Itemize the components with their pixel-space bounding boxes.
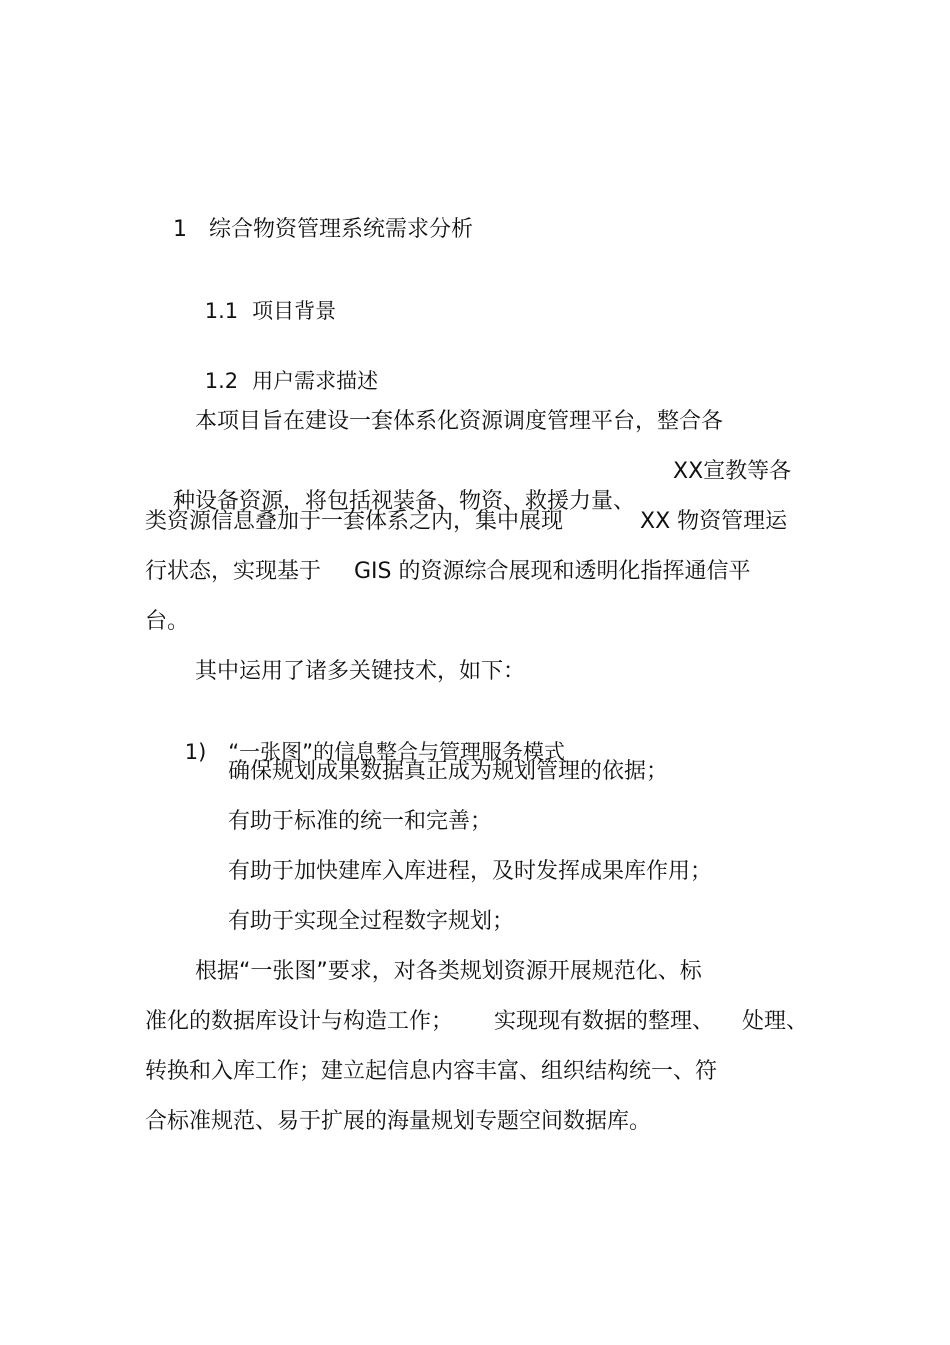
sub-item-2: 有助于标准的统一和完善； — [228, 809, 493, 834]
paragraph-1-line-1: 本项目旨在建设一套体系化资源调度管理平台，整合各 — [195, 409, 724, 434]
sub-item-1: 确保规划成果数据真正成为规划管理的依据； — [228, 759, 669, 784]
heading-1-2-number: 1.2 — [204, 369, 239, 393]
heading-1-2-title: 用户需求描述 — [252, 369, 379, 393]
paragraph-3-line-3: 转换和入库工作；建立起信息内容丰富、组织结构统一、符 — [145, 1059, 718, 1084]
sub-item-4: 有助于实现全过程数字规划； — [228, 909, 515, 934]
heading-1-1-title: 项目背景 — [252, 299, 337, 323]
list-item-1-marker: 1) — [184, 740, 207, 764]
heading-1 — [145, 185, 473, 275]
sub-item-3: 有助于加快建库入库进程，及时发挥成果库作用； — [228, 859, 713, 884]
paragraph-1-line-3-part-b: XX 物资管理运 — [640, 509, 788, 534]
paragraph-1-line-3: 类资源信息叠加于一套体系之内，集中展现 — [145, 509, 564, 534]
paragraph-1-line-2-part-b: XX宣教等各 — [673, 459, 792, 484]
paragraph-3-line-4: 合标准规范、易于扩展的海量规划专题空间数据库。 — [145, 1109, 652, 1134]
heading-1-title: 综合物资管理系统需求分析 — [208, 217, 473, 242]
paragraph-1-line-4: 行状态，实现基于 — [145, 559, 322, 584]
paragraph-1-line-5: 台。 — [145, 609, 190, 634]
paragraph-3-line-2-part-b: 实现现有数据的整理、 — [494, 1009, 715, 1034]
paragraph-3-line-1: 根据“一张图”要求，对各类规划资源开展规范化、标 — [195, 959, 702, 984]
heading-1-1-number: 1.1 — [204, 299, 239, 323]
heading-1-number: 1 — [172, 217, 187, 242]
paragraph-1-line-4-part-b: GIS 的资源综合展现和透明化指挥通信平 — [354, 559, 751, 584]
list-item-1-text: “一张图”的信息整合与管理服务模式 — [228, 740, 566, 764]
paragraph-3-line-2: 准化的数据库设计与构造工作； — [145, 1009, 454, 1034]
paragraph-3-line-2-part-c: 处理、 — [742, 1009, 809, 1034]
paragraph-1-line-2-part-a: 种设备资源，将包括视装备、物资、救援力量、 — [172, 489, 635, 514]
paragraph-2: 其中运用了诸多关键技术，如下： — [195, 659, 526, 684]
